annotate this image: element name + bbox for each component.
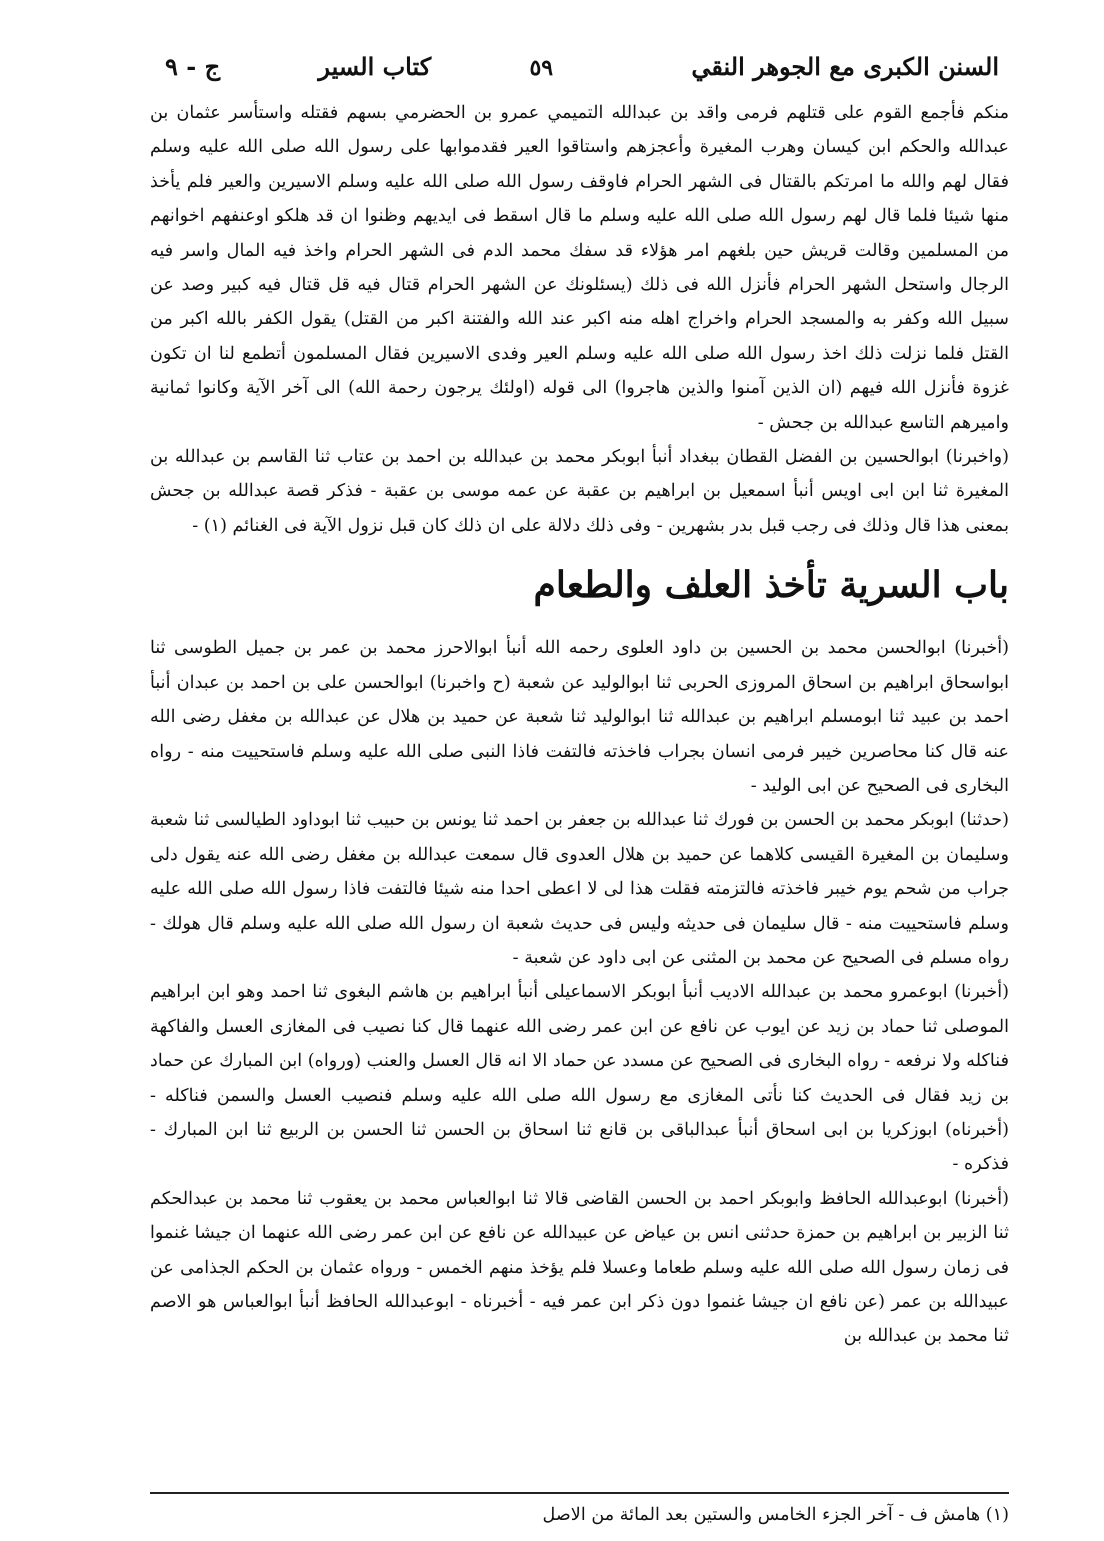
book-title: السنن الكبرى مع الجوهر النقي	[691, 52, 999, 81]
paragraph: (حدثنا) ابوبكر محمد بن الحسن بن فورك ثنا عبدالله بن جعفر بن احمد ثنا يونس بن حبيب ثنا ابوداود الطيالسى ثنا شعبة وسليمان بن المغيرة القيسى كلاهما عن حميد بن هلال العدوى قال سمعت عبدالله بن مغفل رضى الله عنه يقول دلى جراب من شحم يوم خيبر فاخذته فالتزمته فقلت هذا لى لا اعطى احدا منه شيئا فالتفت فاذا رسول الله صلى الله عليه وسلم فاستحييت منه - قال سليمان فى حديثه وليس فى حديث شعبة ان رسول الله صلى الله عليه وسلم قال هولك - رواه مسلم فى الصحيح عن محمد بن المثنى عن ابى داود عن شعبة -	[150, 810, 1009, 968]
volume-label: ج - ٩	[165, 52, 221, 81]
footnote: (١) هامش ف - آخر الجزء الخامس والستين بعد المائة من الاصل	[542, 1505, 1009, 1525]
page-number: ٥٩	[529, 55, 554, 81]
main-text	[150, 96, 1009, 1354]
paragraph: (أخبرنا) ابوالحسن محمد بن الحسين بن داود العلوى رحمه الله أنبأ ابوالاحرز محمد بن عمر بن جميل الطوسى ثنا ابواسحاق ابراهيم بن اسحاق المروزى الحربى ثنا ابوالوليد عن شعبة (ح واخبرنا) ابوالحسن على بن احمد بن عبدان أنبأ احمد بن عبيد ثنا ابومسلم ابراهيم بن عبدالله ثنا ابوالوليد ثنا شعبة عن حميد بن هلال عن عبدالله بن مغفل رضى الله عنه قال كنا محاصرين خيبر فرمى انسان بجراب فاخذته فالتفت فاذا النبى صلى الله عليه وسلم فاستحييت منه - رواه البخارى فى الصحيح عن ابى الوليد -	[150, 638, 1009, 796]
running-header	[150, 52, 1009, 96]
paragraph: منكم فأجمع القوم على قتلهم فرمى واقد بن عبدالله التميمي عمرو بن الحضرمي بسهم فقتله واستأسر عثمان بن عبدالله والحكم ابن كيسان وهرب المغيرة وأعجزهم واستاقوا العير فقدموابها على رسول الله صلى الله عليه وسلم فقال لهم والله ما امرتكم بالقتال فى الشهر الحرام فاوقف رسول الله صلى الله عليه وسلم الاسيرين والعير فلم يأخذ منها شيئا فلما قال لهم رسول الله صلى الله عليه وسلم ما قال اسقط فى ايديهم وظنوا ان قد هلكو اوعنفهم اخوانهم من المسلمين وقالت قريش حين بلغهم امر هؤلاء قد سفك محمد الدم فى الشهر الحرام واخذ فيه المال واسر فيه الرجال واستحل الشهر الحرام فأنزل الله فى ذلك (يسئلونك عن الشهر الحرام قتال فيه قل قتال فيه كبير وصد عن سبيل الله وكفر به والمسجد الحرام واخراج اهله منه اكبر عند الله والفتنة اكبر من القتل) يقول الكفر بالله اكبر من القتل فلما نزلت ذلك اخذ رسول الله صلى الله عليه وسلم العير وفدى الاسيرين فقال المسلمون أتطمع لنا ان تكون غزوة فأنزل الله فيهم (ان الذين آمنوا والذين هاجروا) الى قوله (اولئك يرجون رحمة الله) الى آخر الآية وكانوا ثمانية واميرهم التاسع عبدالله بن جحش -	[150, 103, 1009, 433]
chapter-title: كتاب السير	[318, 52, 432, 81]
footnote-divider	[150, 1492, 1009, 1494]
paragraph: (واخبرنا) ابوالحسين بن الفضل القطان ببغداد أنبأ ابوبكر محمد بن عبدالله بن احمد بن عتاب ثنا القاسم بن عبدالله بن المغيرة ثنا ابن ابى اويس أنبأ اسمعيل بن ابراهيم بن عقبة عن عمه موسى بن عقبة - فذكر قصة عبدالله بن جحش بمعنى هذا قال وذلك فى رجب قبل بدر بشهرين - وفى ذلك دلالة على ان ذلك كان قبل نزول الآية فى الغنائم (١) -	[150, 447, 1009, 536]
paragraph: (أخبرنا) ابوعمرو محمد بن عبدالله الاديب أنبأ ابوبكر الاسماعيلى أنبأ ابراهيم بن هاشم البغوى ثنا احمد وهو ابن ابراهيم الموصلى ثنا حماد بن زيد عن ايوب عن نافع عن ابن عمر رضى الله عنهما قال كنا نصيب فى المغازى العسل والفاكهة فناكله ولا نرفعه - رواه البخارى فى الصحيح عن مسدد عن حماد الا انه قال العسل والعنب (ورواه) ابن المبارك عن حماد بن زيد فقال فى الحديث كنا نأتى المغازى مع رسول الله صلى الله عليه وسلم فنصيب العسل والسمن فناكله - (أخبرناه) ابوزكريا بن ابى اسحاق أنبأ عبدالباقى بن قانع ثنا اسحاق بن الحسن ثنا الحسن بن الربيع ثنا ابن المبارك - فذكره -	[149, 982, 1009, 1175]
section-heading: باب السرية تأخذ العلف والطعام	[533, 564, 1009, 607]
paragraph: (أخبرنا) ابوعبدالله الحافظ وابوبكر احمد بن الحسن القاضى قالا ثنا ابوالعباس محمد بن يعقوب ثنا محمد بن عبدالحكم ثنا الزبير بن ابراهيم بن حمزة حدثنى انس بن عياض عن عبيدالله عن نافع عن ابن عمر رضى الله عنهما ان جيشا غنموا فى زمان رسول الله صلى الله عليه وسلم طعاما وعسلا فلم يؤخذ منهم الخمس - ورواه عثمان بن الحكم الجذامى عن عبيدالله بن عمر (عن نافع ان جيشا غنموا دون ذكر ابن عمر فيه - أخبرناه - ابوعبدالله الحافظ أنبأ ابوالعباس هو الاصم ثنا محمد بن عبدالله بن	[150, 1188, 1009, 1347]
